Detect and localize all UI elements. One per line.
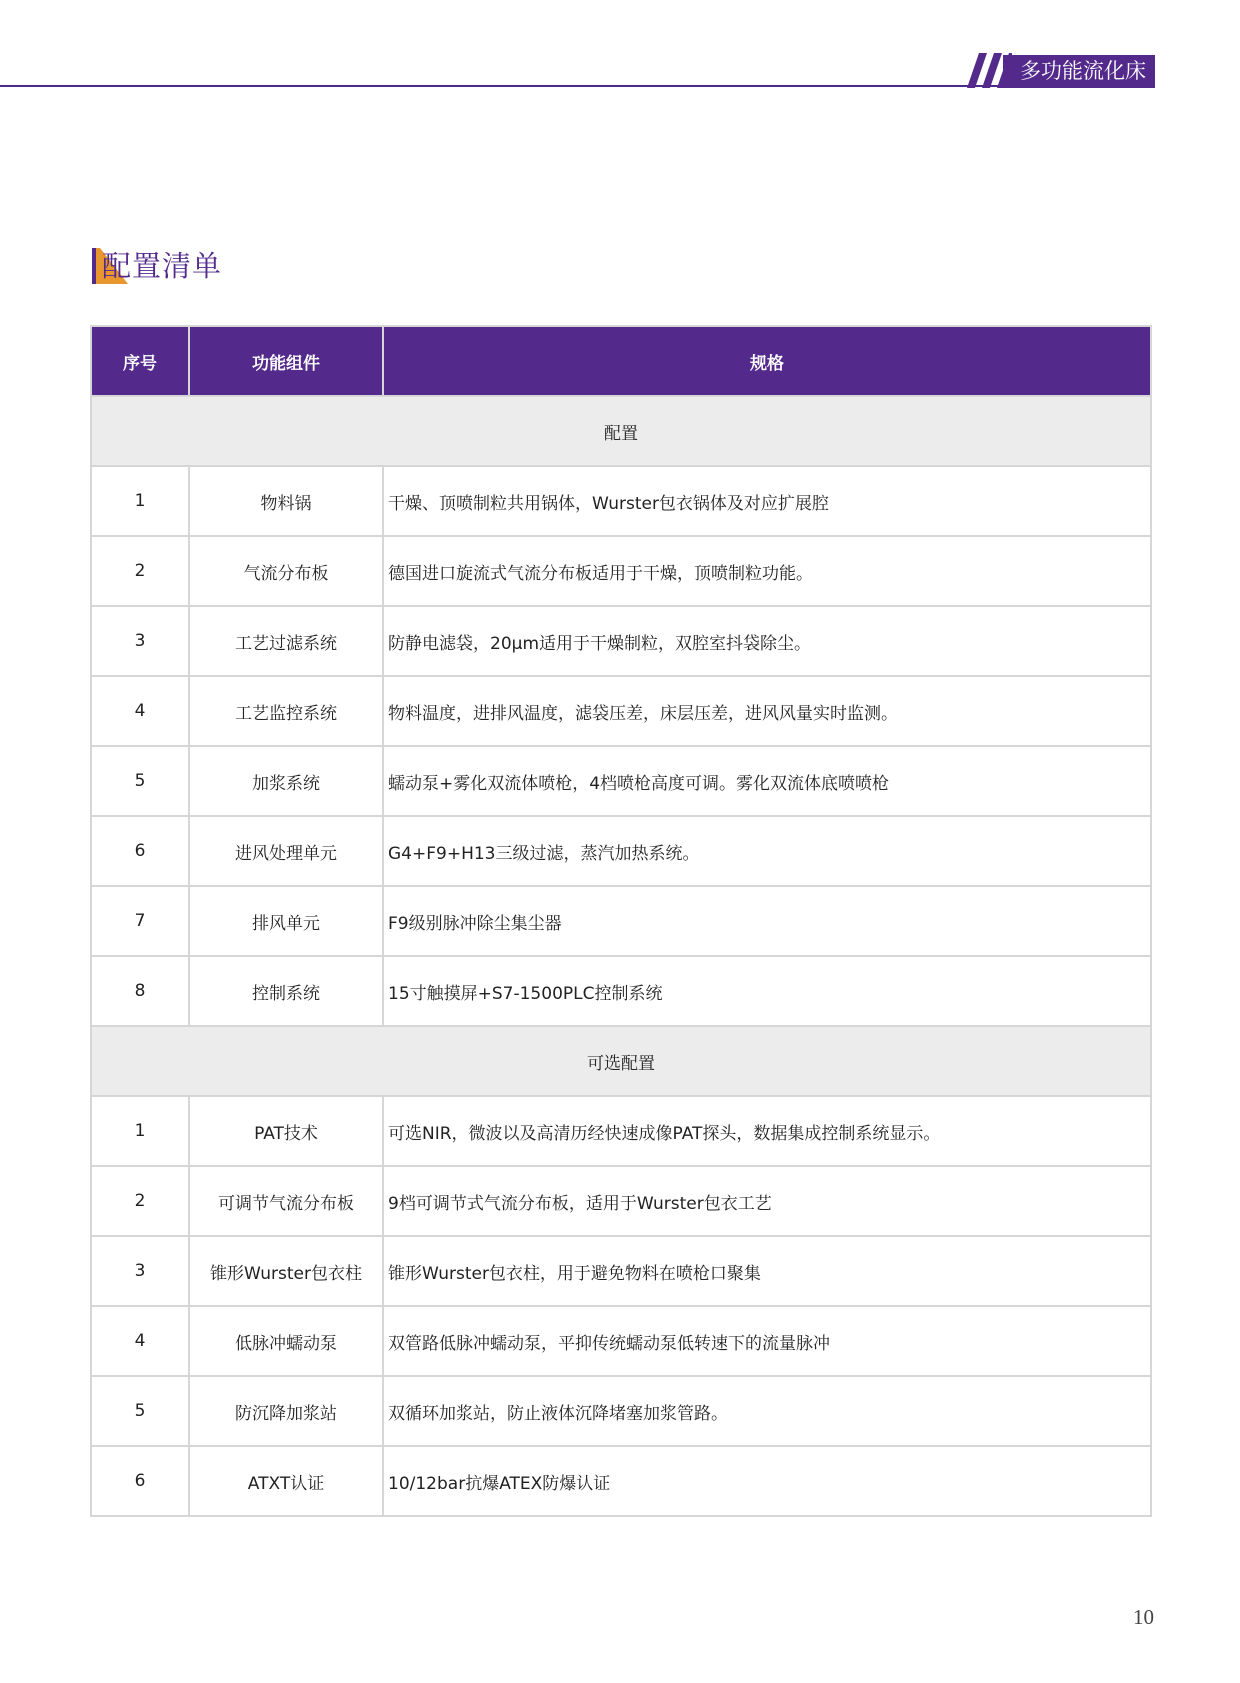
table-row	[91, 1376, 1151, 1446]
cell-component: 工艺监控系统	[189, 676, 383, 746]
header-rule	[0, 85, 1070, 87]
cell-no: 5	[91, 1376, 189, 1446]
cell-spec: 9档可调节式气流分布板，适用于Wurster包衣工艺	[383, 1166, 1151, 1236]
cell-no: 6	[91, 1446, 189, 1516]
cell-no: 1	[91, 466, 189, 536]
cell-component: 可调节气流分布板	[189, 1166, 383, 1236]
table-row	[91, 886, 1151, 956]
table-row	[91, 606, 1151, 676]
cell-component: ATXT认证	[189, 1446, 383, 1516]
table-row	[91, 816, 1151, 886]
cell-spec: 干燥、顶喷制粒共用锅体，Wurster包衣锅体及对应扩展腔	[383, 466, 1151, 536]
table-row	[91, 1306, 1151, 1376]
page-number: 10	[1133, 1605, 1154, 1629]
cell-no: 2	[91, 536, 189, 606]
cell-component: 物料锅	[189, 466, 383, 536]
column-header-no: 序号	[91, 326, 189, 396]
cell-no: 7	[91, 886, 189, 956]
cell-component: 控制系统	[189, 956, 383, 1026]
cell-spec: 蠕动泵+雾化双流体喷枪，4档喷枪高度可调。雾化双流体底喷喷枪	[383, 746, 1151, 816]
cell-spec: 锥形Wurster包衣柱，用于避免物料在喷枪口聚集	[383, 1236, 1151, 1306]
header-category-tag: 多功能流化床	[1003, 55, 1155, 88]
cell-no: 3	[91, 606, 189, 676]
cell-spec: 10/12bar抗爆ATEX防爆认证	[383, 1446, 1151, 1516]
cell-spec: 15寸触摸屏+S7-1500PLC控制系统	[383, 956, 1151, 1026]
table-header-row	[91, 326, 1151, 396]
cell-component: 排风单元	[189, 886, 383, 956]
cell-component: 加浆系统	[189, 746, 383, 816]
group-row-standard	[91, 396, 1151, 466]
table-row	[91, 466, 1151, 536]
cell-spec: 可选NIR，微波以及高清历经快速成像PAT探头，数据集成控制系统显示。	[383, 1096, 1151, 1166]
table-row	[91, 1166, 1151, 1236]
cell-spec: 防静电滤袋，20µm适用于干燥制粒，双腔室抖袋除尘。	[383, 606, 1151, 676]
cell-spec: 德国进口旋流式气流分布板适用于干燥，顶喷制粒功能。	[383, 536, 1151, 606]
group-row-optional	[91, 1026, 1151, 1096]
group-label: 配置	[91, 396, 1151, 466]
cell-no: 4	[91, 676, 189, 746]
table-row	[91, 676, 1151, 746]
cell-no: 3	[91, 1236, 189, 1306]
cell-component: 锥形Wurster包衣柱	[189, 1236, 383, 1306]
cell-component: 工艺过滤系统	[189, 606, 383, 676]
cell-no: 2	[91, 1166, 189, 1236]
table-row	[91, 956, 1151, 1026]
cell-component: 低脉冲蠕动泵	[189, 1306, 383, 1376]
cell-no: 8	[91, 956, 189, 1026]
cell-spec: 双循环加浆站，防止液体沉降堵塞加浆管路。	[383, 1376, 1151, 1446]
cell-spec: 双管路低脉冲蠕动泵，平抑传统蠕动泵低转速下的流量脉冲	[383, 1306, 1151, 1376]
column-header-spec: 规格	[383, 326, 1151, 396]
cell-component: 进风处理单元	[189, 816, 383, 886]
cell-component: PAT技术	[189, 1096, 383, 1166]
section-heading	[92, 244, 222, 284]
config-table	[90, 325, 1152, 1517]
cell-no: 1	[91, 1096, 189, 1166]
cell-no: 6	[91, 816, 189, 886]
cell-spec: G4+F9+H13三级过滤，蒸汽加热系统。	[383, 816, 1151, 886]
cell-spec: 物料温度，进排风温度，滤袋压差，床层压差，进风风量实时监测。	[383, 676, 1151, 746]
column-header-component: 功能组件	[189, 326, 383, 396]
section-title: 配置清单	[102, 248, 223, 283]
table-row	[91, 746, 1151, 816]
table-row	[91, 1236, 1151, 1306]
table-row	[91, 1096, 1151, 1166]
group-label: 可选配置	[91, 1026, 1151, 1096]
table-row	[91, 1446, 1151, 1516]
cell-no: 4	[91, 1306, 189, 1376]
table-row	[91, 536, 1151, 606]
cell-no: 5	[91, 746, 189, 816]
cell-component: 防沉降加浆站	[189, 1376, 383, 1446]
cell-component: 气流分布板	[189, 536, 383, 606]
cell-spec: F9级别脉冲除尘集尘器	[383, 886, 1151, 956]
